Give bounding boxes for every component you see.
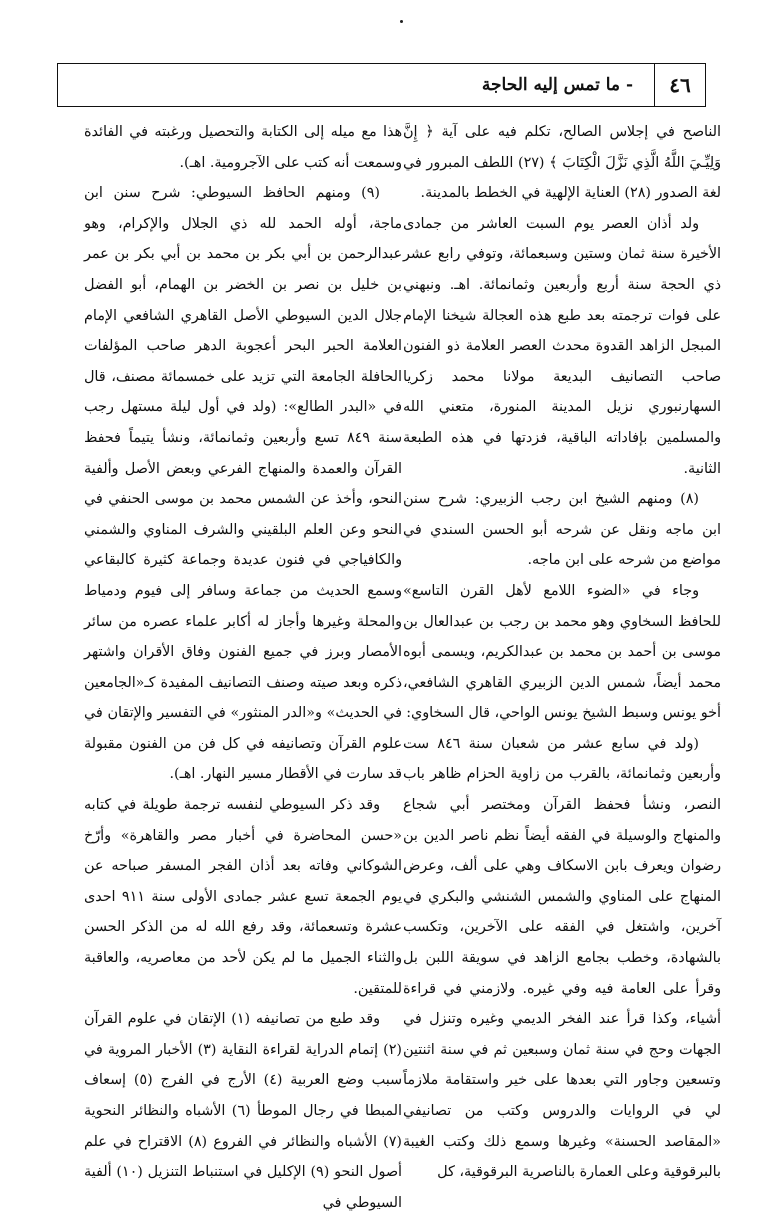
paragraph: وقد ذكر السيوطي لنفسه ترجمة طويلة في كتابه «حسن المحاضرة في أخبار مصر والقاهرة» وأرّخ الشوكاني وفاته بعد أذان الفجر المسفر صباحه عن يوم الجمعة تسع عشر جمادى الأولى سنة ٩١١ احدى عشرة وتسعمائة، وقد رفع الله له من الذكر الحسن والثناء الجميل ما لم يكن لأحد من معاصريه، والعاقبة للمتقين.: [84, 797, 402, 997]
running-title: - ما تمس إليه الحاجة: [481, 75, 633, 95]
paragraph: وجاء في «الضوء اللامع لأهل القرن التاسع» للحافظ السخاوي وهو محمد بن رجب بن عبدالعال بن موسى بن أحمد بن محمد بن عبدالكريم، ويسمى أبوه محمد أيضاً، شمس الدين الزبيري القاهري الشافعي، أخو يونس وسبط الشيخ يونس الواحي، قال السخاوي:: [403, 582, 721, 722]
right-column: [403, 117, 721, 1181]
paragraph: وقد طبع من تصانيفه (١) الإتقان في علوم القرآن (٢) إتمام الدراية لقراءة النقاية (٣) الأخبار المروية في سبب وضع العربية (٤) الأرج في الفرج (٥) إسعاف المبطا في رجال الموطأ (٦) الأشباه والنظائر النحوية (٧) الأشباه والنظائر في الفروع (٨) الاقتراح في علم أصول النحو (٩) الإكليل في استنباط التنزيل (١٠) ألفية السيوطي في: [84, 1011, 403, 1211]
running-header: [57, 63, 706, 107]
left-column: [84, 117, 403, 1211]
paragraph: (٩) ومنهم الحافظ السيوطي: شرح سنن ابن ماجة، أوله الحمد لله ذي الجلال والإكرام، وهو عبدالرحمن بن أبي بكر بن محمد بن أبي بكر بن عمر بن خليل بن نصر بن الخضر بن الهمام، أبو الفضل جلال الدين السيوطي الأصل القاهري الشافعي الإمام العلامة الحبر البحر أعجوبة الدهر صاحب المؤلفات الحافلة الجامعة التي تزيد على خمسمائة مصنف، قال في «البدر الطالع»: (ولد في أول ليلة مستهل رجب سنة ٨٤٩ تسع وأربعين وثمانمائة، ونشأ يتيماً فحفظ القرآن والعمدة والمنهاج الفرعي وبعض الأصل وألفية النحو، وأخذ عن الشمس محمد بن موسى الحنفي في النحو وعن العلم البلقيني والشرف المناوي والشمني والكافياجي في فنون عديدة وجماعة كثيرة كالبقاعي وسمع الحديث من جماعة وسافر إلى فيوم ودمياط والمحلة وغيرها وأجاز له أكابر علماء عصره من سائر الأمصار وبرز في جميع الفنون وفاق الأقران واشتهر ذكره وبعد صيته وصنف التصانيف المفيدة كـ«الجامعين في الحديث» و«الدر المنثور» في التفسير والإتقان في علوم القرآن وتصانيفه في كل فن من الفنون مقبولة قد سارت في الأقطار مسير النهار. اهـ).: [84, 185, 402, 783]
page-top-mark: [400, 20, 403, 23]
paragraph: (ولد في سابع عشر من شعبان سنة ٨٤٦ ست وأربعين وثمانمائة، بالقرب من زاوية الحزام ظاهر باب النصر، ونشأ فحفظ القرآن ومختصر أبي شجاع والمنهاج والوسيلة في الفقه أيضاً نظم ناصر الدين بن رضوان ويعرف بابن الاسكاف وهي على ألف، وعرض المنهاج على المناوي والشمس الشنشي والبكري في آخرين، واشتغل في الفقه على الآخرين، وتكسب بالشهادة، وخطب بجامع الزاهد في سويقة اللبن بل وقرأ على العامة فيه وفي غيره. ولازمني في قراءة أشياء، وكذا قرأ عند الفخر الديمي وغيره وتنزل في الجهات وحج في سنة ثمان وسبعين ثم في سنة اثنتين وتسعين وجاور التي بعدها على خير واستقامة ملازماً لي في الروايات والدروس وكتب من تصانيفي «المقاصد الحسنة» وغيرها وسمع ذلك وكتب الغيبة بالبرقوقية وعلى العمارة بالناصرية البرقوقية، كل: [403, 735, 721, 1181]
page-number: ٤٦: [654, 64, 705, 106]
paragraph: هذا مع ميله إلى الكتابة والتحصيل ورغبته في الفائدة وسمعت أنه كتب على الآجرومية. اهـ).: [84, 124, 402, 171]
paragraph: الناصح في إجلاس الصالح، تكلم فيه على آية ﴿ إِنَّ وَلِيِّـيَ اللَّهُ الَّذِي نَزَّلَ الْكِتَابَ ﴾ (٢٧) اللطف المبرور في لغة الصدور (٢٨) العناية الإلهية في الخطط بالمدينة.: [403, 124, 721, 202]
paragraph: (٨) ومنهم الشيخ ابن رجب الزبيري: شرح سنن ابن ماجه ونقل عن شرحه أبو الحسن السندي في مواضع من شرحه على ابن ماجه.: [403, 491, 721, 569]
paragraph: ولد أذان العصر يوم السبت العاشر من جمادى الأخيرة سنة ثمان وستين وسبعمائة، وتوفي رابع عشر ذي الحجة سنة أربع وأربعين وثمانمائة. اهـ. ونبهني على فوات ترجمته بعد طبع هذه العجالة شيخنا الإمام المبجل الزاهد القدوة محدث العصر العلامة ذو الفنون صاحب التصانيف البديعة مولانا محمد زكريا السهارنبوري نزيل المدينة المنورة، متعني الله والمسلمين بإفاداته الباقية، فزدتها في هذه الطبعة الثانية.: [403, 215, 721, 477]
